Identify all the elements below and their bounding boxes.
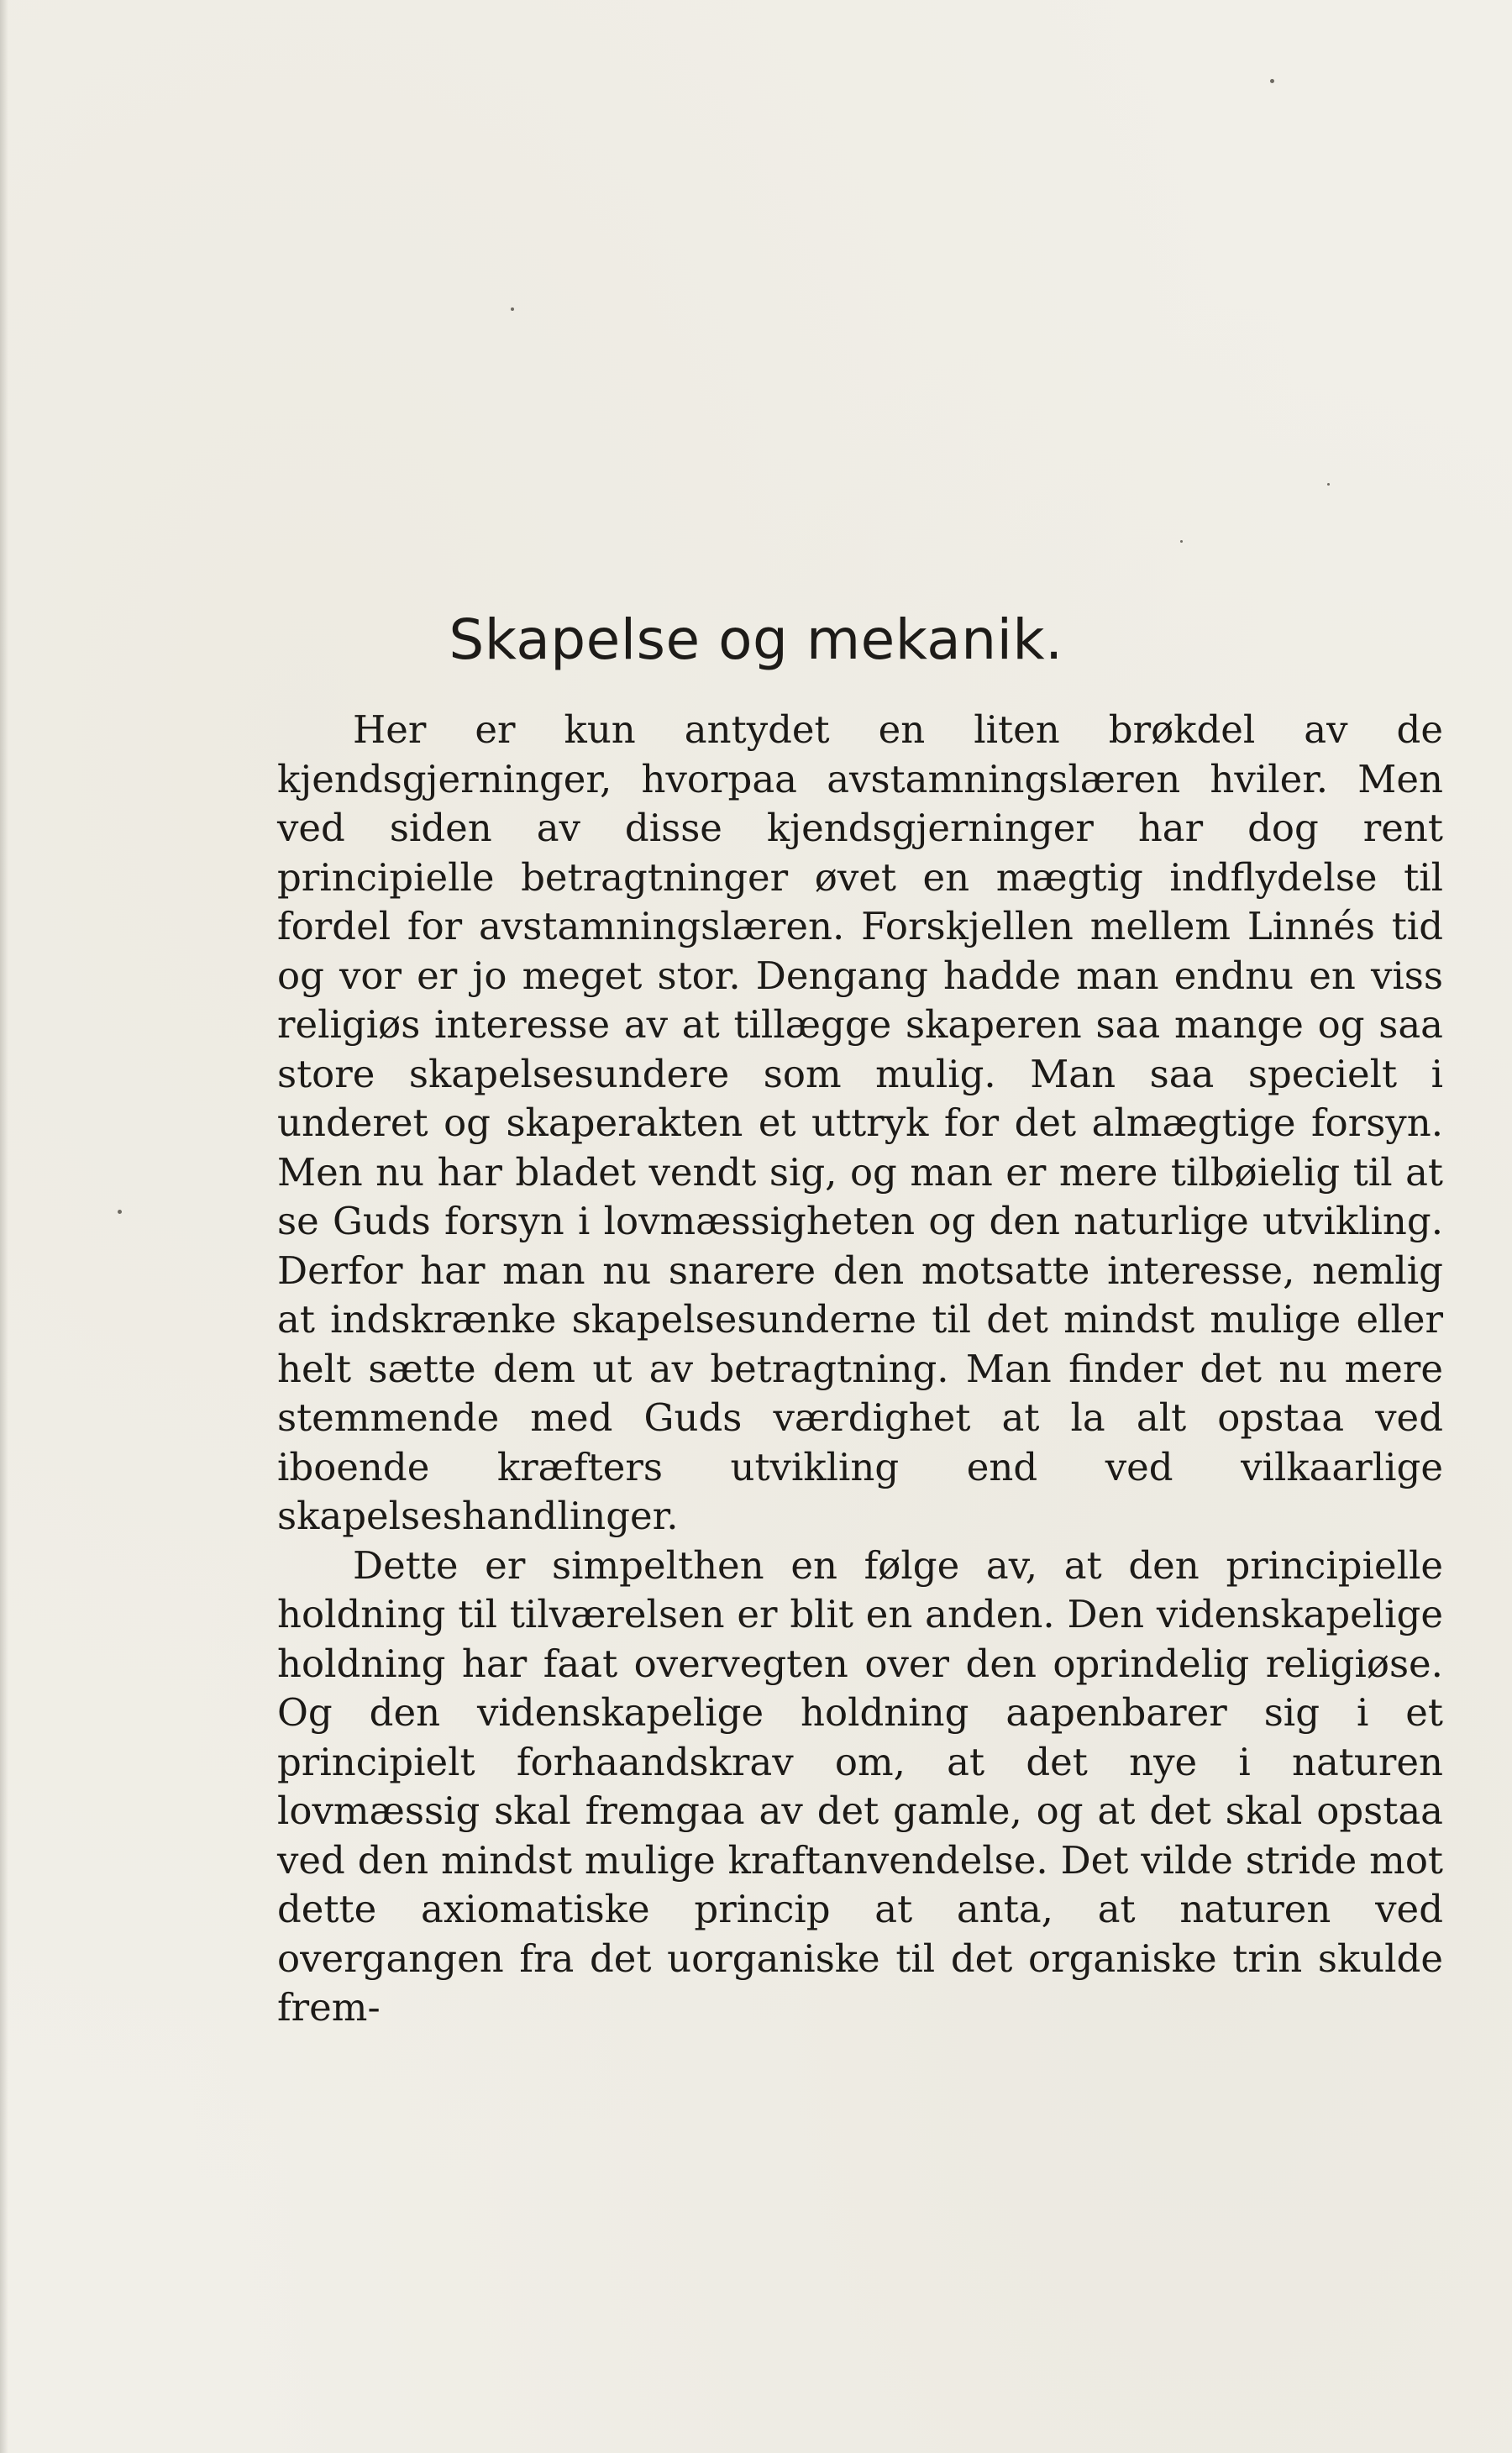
paragraph-2: Dette er simpelthen en følge av, at den principielle holdning til tilværelsen er blit en anden. Den videnskapelige holdning har faat overvegten over den oprindelig religiøse. Og den videnskapelige holdning aapenbarer sig i et principielt forhaandskrav om, at det nye i naturen lovmæssig skal fremgaa av det gamle, og at det skal opstaa ved den mindst mulige kraftanvendelse. Det vilde stride mot dette axiomatiske princip at anta, at naturen ved overgangen fra det uorganiske til det organiske trin skulde frem- [277,1542,1443,2030]
paragraph-1: Her er kun antydet en liten brøkdel av de kjendsgjerninger, hvorpaa avstamningslæren hviler. Men ved siden av disse kjendsgjerninger har dog rent principielle betragtninger øvet en mægtig indflydelse til fordel for avstamningslæren. Forskjellen mellem Linnés tid og vor er jo meget stor. Dengang hadde man endnu en viss religiøs interesse av at tillægge skaperen saa mange og saa store skapelsesundere som mulig. Man saa specielt i underet og skaperakten et uttryk for det almægtige forsyn. Men nu har bladet vendt sig, og man er mere tilbøielig til at se Guds forsyn i lovmæssigheten og den naturlige utvikling. Derfor har man nu snarere den motsatte interesse, nemlig at indskrænke skapelsesunderne til det mindst mulige eller helt sætte dem ut av betragtning. Man finder det nu mere stemmende med Guds værdighet at la alt opstaa ved iboende kræfters utvikling end ved vilkaarlige skapelseshandlinger. [277,707,1443,1538]
scan-speck [1180,540,1183,543]
scan-speck [118,1210,122,1214]
scan-speck [1327,483,1330,486]
scan-speck [1270,79,1274,83]
chapter-title: Skapelse og mekanik. [449,607,1063,672]
body-text [277,706,1443,2033]
page-edge-shadow [0,0,8,2453]
scan-speck [511,307,514,311]
